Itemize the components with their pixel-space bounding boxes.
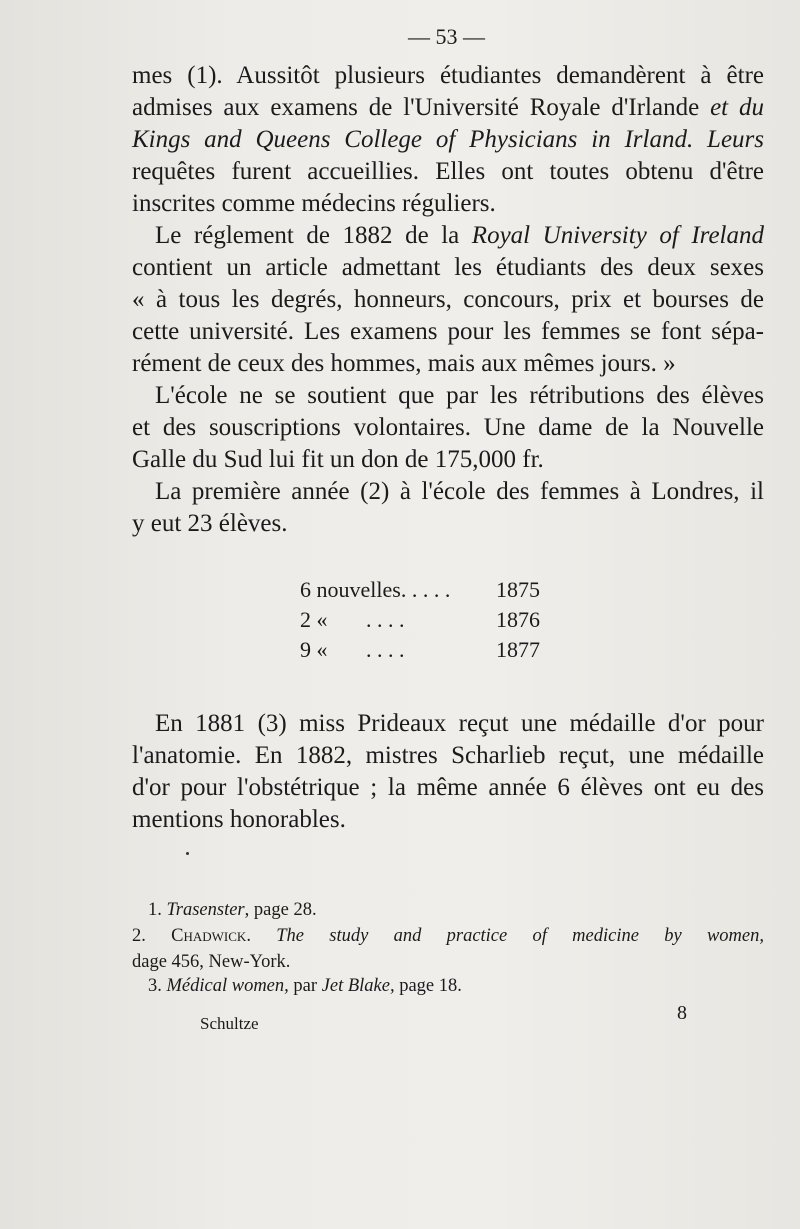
para2-line-3: d'or pour l'obstétrique ; la même année 6 élèves ont eu des xyxy=(132,774,764,801)
signature-mark: 8 xyxy=(677,1002,687,1024)
footnote-1-number: 1. xyxy=(148,900,162,920)
ink-speck xyxy=(186,852,189,855)
body-line-1: mes (1). Aussitôt plusieurs étudiantes demandèrent à être xyxy=(132,62,764,89)
body-line-12: et des souscriptions volontaires. Une dame de la Nouvelle xyxy=(132,414,764,441)
footnote-1-rest: , page 28. xyxy=(244,900,317,920)
footnote-1-author: Trasenster xyxy=(166,900,245,920)
body-line-8: « à tous les degrés, honneurs, concours, prix et bourses de xyxy=(132,286,764,313)
footnote-2-author: Chadwick. xyxy=(171,926,251,946)
body-line-13: Galle du Sud lui fit un don de 175,000 fr. xyxy=(132,446,544,473)
footnote-3-author: Jet Blake, xyxy=(321,976,395,996)
para2-line-2: l'anatomie. En 1882, mistres Scharlieb reçut, une médaille xyxy=(132,742,764,769)
body-line-15: y eut 23 élèves. xyxy=(132,510,288,537)
footnote-2-title: The study and practice of medicine by women, xyxy=(276,926,765,946)
body-line-2-text: admises aux examens de l'Université Royale d'Irlande xyxy=(132,94,711,121)
body-line-9: cette université. Les examens pour les femmes se font sépa- xyxy=(132,318,764,345)
signature-name: Schultze xyxy=(200,1014,259,1033)
footnote-2 xyxy=(132,926,764,947)
body-line-7: contient un article admettant les étudiants des deux sexes xyxy=(132,254,764,281)
footnote-3-title: Médical women, xyxy=(166,976,289,996)
table-count: 9 xyxy=(300,637,311,662)
table-label: « . . . . xyxy=(316,607,405,632)
italic-et-du: et du xyxy=(710,94,764,121)
footnote-1 xyxy=(148,900,317,921)
body-line-11: L'école ne se soutient que par les rétributions des élèves xyxy=(155,382,764,409)
table-year: 1875 xyxy=(496,577,540,602)
body-line-3 xyxy=(132,124,764,156)
page-number: — 53 — xyxy=(408,24,485,49)
italic-college: College of Physicians in Irland. Leurs xyxy=(344,126,764,153)
table-row xyxy=(300,637,540,663)
para2-line-1: En 1881 (3) miss Prideaux reçut une médaille d'or pour xyxy=(155,710,764,737)
footnote-2-number: 2. xyxy=(132,926,146,946)
body-line-2 xyxy=(132,92,764,124)
footnote-3-number: 3. xyxy=(148,976,162,996)
italic-kings-queens: Kings and Queens xyxy=(132,126,331,153)
table-year: 1876 xyxy=(496,607,540,632)
table-label: nouvelles. . . . . xyxy=(316,577,451,602)
footnote-3 xyxy=(148,976,462,997)
body-line-10: rément de ceux des hommes, mais aux mêmes jours. » xyxy=(132,350,676,377)
table-count: 6 xyxy=(300,577,311,602)
body-line-14: La première année (2) à l'école des femmes à Londres, il xyxy=(155,478,764,505)
footnote-3-par: par xyxy=(288,976,322,996)
body-line-5: inscrites comme médecins réguliers. xyxy=(132,190,496,217)
table-count: 2 xyxy=(300,607,311,632)
para2-line-4: mentions honorables. xyxy=(132,806,346,833)
body-line-6 xyxy=(155,220,764,252)
table-row xyxy=(300,577,540,603)
body-line-4: requêtes furent accueillies. Elles ont toutes obtenu d'être xyxy=(132,158,764,185)
table-year: 1877 xyxy=(496,637,540,662)
italic-royal-university: Royal University of Ireland xyxy=(471,222,764,249)
table-label: « . . . . xyxy=(316,637,405,662)
table-row xyxy=(300,607,540,633)
footnote-3-page: page 18. xyxy=(394,976,462,996)
body-line-6-text: Le réglement de 1882 de la xyxy=(155,222,472,249)
footnote-2-continued: dage 456, New-York. xyxy=(132,952,291,972)
